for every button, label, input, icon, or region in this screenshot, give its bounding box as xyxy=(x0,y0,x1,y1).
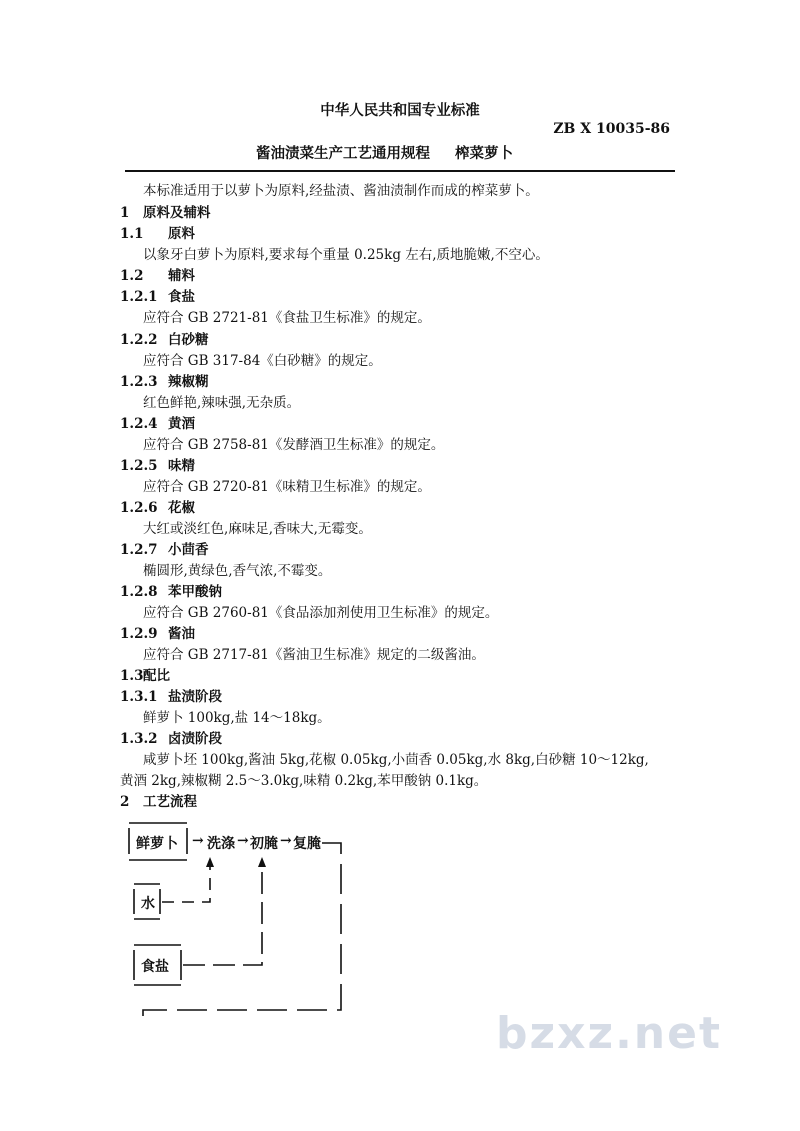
watermark: bzxz.net xyxy=(495,1008,722,1059)
section-heading: 味精 xyxy=(168,458,195,474)
flow-arrow: → xyxy=(192,833,204,849)
flow-box-water: 水 xyxy=(141,896,155,912)
section-body: 应符合 GB 2717-81《酱油卫生标准》规定的二级酱油。 xyxy=(143,647,485,663)
section-heading: 白砂糖 xyxy=(168,332,209,348)
section-body: 鲜萝卜 100kg,盐 14～18kg。 xyxy=(143,710,331,726)
section-body: 椭圆形,黄绿色,香气浓,不霉变。 xyxy=(143,563,332,579)
section-number: 1.2.9 xyxy=(120,626,158,642)
section-body: 以象牙白萝卜为原料,要求每个重量 0.25kg 左右,质地脆嫩,不空心。 xyxy=(143,247,549,263)
section-heading: 苯甲酸钠 xyxy=(168,584,222,600)
section-number: 1.2.1 xyxy=(120,289,158,305)
flow-box-fresh-radish: 鲜萝卜 xyxy=(136,836,178,852)
return-line xyxy=(143,843,341,1025)
section-heading: 食盐 xyxy=(168,289,195,305)
arrow-up-icon xyxy=(258,857,266,867)
section-body: 黄酒 2kg,辣椒糊 2.5～3.0kg,味精 0.2kg,苯甲酸钠 0.1kg。 xyxy=(120,773,488,789)
standard-title: 中华人民共和国专业标准 xyxy=(320,102,480,119)
section-heading: 卤渍阶段 xyxy=(168,731,222,747)
section-heading: 辅料 xyxy=(168,268,195,284)
section-number: 1.3.2 xyxy=(120,731,158,747)
section-number: 1.2.4 xyxy=(120,416,158,432)
document-title: 酱油渍菜生产工艺通用规程 xyxy=(256,145,430,162)
section-heading: 配比 xyxy=(143,668,170,684)
flow-step-first-pickle: 初腌 xyxy=(250,836,278,852)
section-number: 1.2.8 xyxy=(120,584,158,600)
water-line xyxy=(162,866,210,902)
section-heading: 辣椒糊 xyxy=(168,374,209,390)
flow-box-salt: 食盐 xyxy=(141,959,169,975)
section-number: 1.2.5 xyxy=(120,458,158,474)
section-number: 1.2.7 xyxy=(120,542,158,558)
flow-step-repickle: 复腌 xyxy=(293,836,321,852)
section-heading: 酱油 xyxy=(168,626,195,642)
section-heading: 花椒 xyxy=(168,500,195,516)
flow-arrow: → xyxy=(280,833,292,849)
section-heading: 原料 xyxy=(168,226,195,242)
section-number: 1.2.2 xyxy=(120,332,158,348)
section-heading: 工艺流程 xyxy=(143,794,197,810)
flow-arrow: → xyxy=(237,833,249,849)
section-body: 应符合 GB 317-84《白砂糖》的规定。 xyxy=(143,353,382,369)
section-body: 红色鲜艳,辣味强,无杂质。 xyxy=(143,395,301,411)
section-heading: 小茴香 xyxy=(168,542,209,558)
section-number: 1.2 xyxy=(120,268,144,284)
intro-paragraph: 本标准适用于以萝卜为原料,经盐渍、酱油渍制作而成的榨菜萝卜。 xyxy=(143,183,539,199)
section-heading: 盐渍阶段 xyxy=(168,689,222,705)
section-number: 1.3.1 xyxy=(120,689,158,705)
section-body: 大红或淡红色,麻味足,香味大,无霉变。 xyxy=(143,521,372,537)
section-body: 应符合 GB 2760-81《食品添加剂使用卫生标准》的规定。 xyxy=(143,605,499,621)
section-number: 1.2.6 xyxy=(120,500,158,516)
section-number: 1.3 xyxy=(120,668,144,684)
section-number: 1.2.3 xyxy=(120,374,158,390)
section-body: 应符合 GB 2720-81《味精卫生标准》的规定。 xyxy=(143,479,431,495)
section-body: 应符合 GB 2758-81《发酵酒卫生标准》的规定。 xyxy=(143,437,445,453)
flow-step-wash: 洗涤 xyxy=(207,836,235,852)
arrow-up-icon xyxy=(206,857,214,867)
section-number: 2 xyxy=(120,794,130,810)
section-number: 1 xyxy=(120,205,130,221)
section-body: 咸萝卜坯 100kg,酱油 5kg,花椒 0.05kg,小茴香 0.05kg,水 8kg,白砂糖 10～12kg, xyxy=(143,752,649,768)
salt-line xyxy=(183,866,262,965)
product-name: 榨菜萝卜 xyxy=(455,145,513,162)
section-body: 应符合 GB 2721-81《食盐卫生标准》的规定。 xyxy=(143,310,431,326)
section-heading: 原料及辅料 xyxy=(143,205,211,221)
section-number: 1.1 xyxy=(120,226,144,242)
standard-code: ZB X 10035-86 xyxy=(553,121,670,137)
section-heading: 黄酒 xyxy=(168,416,195,432)
